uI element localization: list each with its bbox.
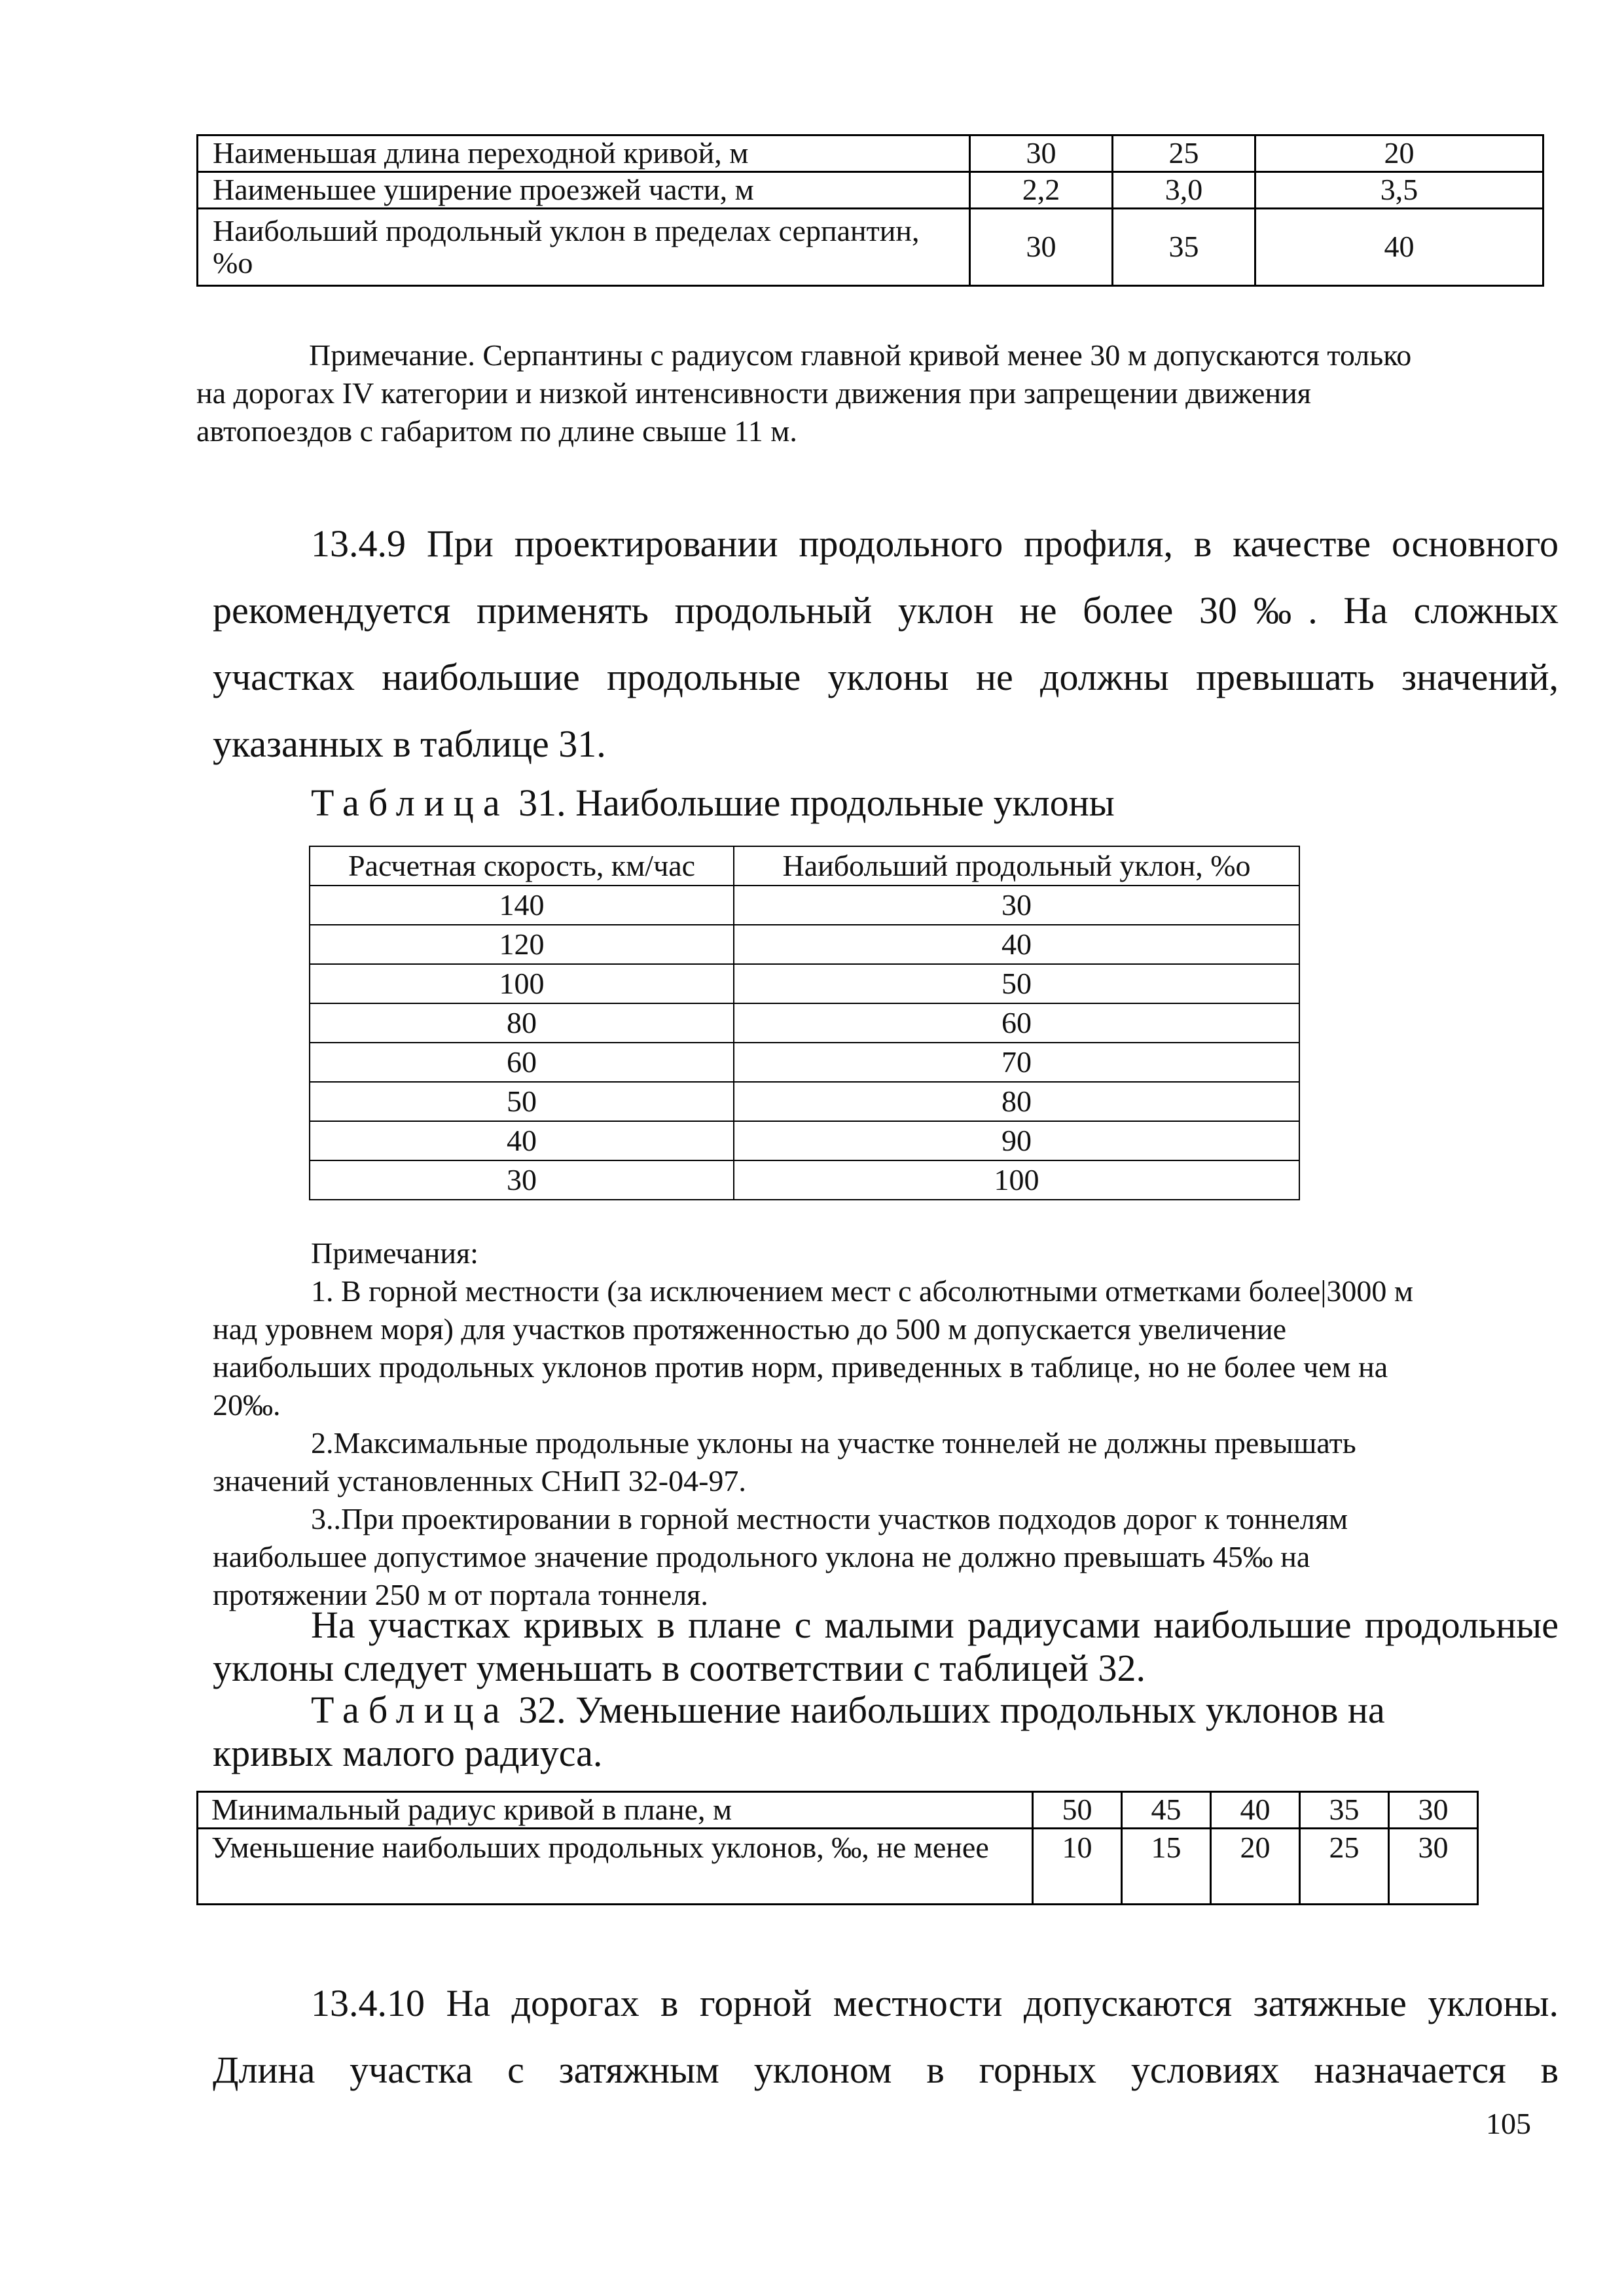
note-line: протяжении 250 м от портала тоннеля. <box>213 1578 708 1611</box>
paragraph-line: 13.4.9 При проектировании продольного профиля, в качестве основного <box>311 522 1559 565</box>
grade-cell: 50 <box>734 964 1299 1003</box>
paragraph-curves <box>213 1604 1559 1690</box>
speed-cell: 80 <box>310 1003 734 1043</box>
table-31-notes <box>213 1234 1522 1614</box>
grade-cell: 40 <box>734 925 1299 964</box>
note-line: 3..При проектировании в горной местности участков подходов дорог к тоннелям <box>311 1502 1348 1535</box>
table-row <box>310 1043 1299 1082</box>
cell-value: 3,5 <box>1255 172 1543 209</box>
reduction-cell: 15 <box>1122 1829 1211 1905</box>
table-row <box>310 1003 1299 1043</box>
cell-value: 30 <box>970 209 1113 286</box>
cell-value: 2,2 <box>970 172 1113 209</box>
paragraph-line: рекомендуется применять продольный уклон не более 30‰. На сложных <box>213 589 1559 632</box>
note-line: над уровнем моря) для участков протяженностью до 500 м допускается увеличение <box>213 1312 1287 1346</box>
table-row <box>310 964 1299 1003</box>
speed-cell: 100 <box>310 964 734 1003</box>
table-31-caption <box>311 780 1115 826</box>
note-line: Примечание. Серпантины с радиусом главной кривой менее 30 м допускаются только <box>309 338 1412 372</box>
paragraph-line: 13.4.10 На дорогах в горной местности допускаются затяжные уклоны. <box>311 1982 1559 2024</box>
row-label: Наименьшая длина переходной кривой, м <box>198 135 970 172</box>
column-header: Наибольший продольный уклон, %о <box>734 846 1299 886</box>
caption-text: 31. Наибольшие продольные уклоны <box>509 781 1115 824</box>
cell-value: 25 <box>1113 135 1255 172</box>
speed-cell: 140 <box>310 886 734 925</box>
reduction-cell: 30 <box>1389 1829 1478 1905</box>
radius-cell: 35 <box>1300 1792 1389 1829</box>
note-line: автопоездов с габаритом по длине свыше 11 м. <box>196 414 797 448</box>
serpentine-parameters-table <box>196 134 1544 287</box>
cell-value: 40 <box>1255 209 1543 286</box>
table-row <box>198 209 1543 286</box>
table-row <box>310 1160 1299 1200</box>
radius-cell: 40 <box>1211 1792 1300 1829</box>
table-row <box>198 135 1543 172</box>
caption-text: кривых малого радиуса. <box>213 1732 603 1774</box>
speed-cell: 120 <box>310 925 734 964</box>
notes-title: Примечания: <box>311 1236 478 1270</box>
serpentine-note <box>196 336 1542 450</box>
row-label: Наименьшее уширение проезжей части, м <box>198 172 970 209</box>
cell-value: 20 <box>1255 135 1543 172</box>
row-label: Минимальный радиус кривой в плане, м <box>198 1792 1033 1829</box>
table-31-max-grades <box>309 846 1300 1200</box>
row-label: Наибольший продольный уклон в пределах серпантин, %о <box>198 209 970 286</box>
caption-word: Таблица <box>311 781 509 824</box>
paragraph-line: Длина участка с затяжным уклоном в горных условиях назначается в <box>213 2049 1559 2091</box>
note-line: значений установленных СНиП 32-04-97. <box>213 1464 746 1498</box>
paragraph-13-4-9 <box>213 511 1559 778</box>
note-line: на дорогах IV категории и низкой интенсивности движения при запрещении движения <box>196 376 1311 410</box>
paragraph-line: участках наибольшие продольные уклоны не должны превышать значений, <box>213 656 1559 698</box>
grade-cell: 90 <box>734 1121 1299 1160</box>
grade-cell: 80 <box>734 1082 1299 1121</box>
cell-value: 35 <box>1113 209 1255 286</box>
cell-value: 30 <box>970 135 1113 172</box>
note-line: 2.Максимальные продольные уклоны на участке тоннелей не должны превышать <box>311 1426 1356 1460</box>
cell-value: 3,0 <box>1113 172 1255 209</box>
table-row <box>310 925 1299 964</box>
table-row <box>310 1121 1299 1160</box>
paragraph-line: указанных в таблице 31. <box>213 723 606 765</box>
speed-cell: 30 <box>310 1160 734 1200</box>
column-header: Расчетная скорость, км/час <box>310 846 734 886</box>
note-line: наибольшее допустимое значение продольного уклона не должно превышать 45‰ на <box>213 1540 1310 1573</box>
note-line: 20‰. <box>213 1388 281 1422</box>
note-line: 1. В горной местности (за исключением мест с абсолютными отметками более|3000 м <box>311 1274 1414 1308</box>
table-row <box>198 1829 1478 1905</box>
grade-cell: 100 <box>734 1160 1299 1200</box>
radius-cell: 50 <box>1033 1792 1122 1829</box>
table-row <box>310 886 1299 925</box>
paragraph-line: уклоны следует уменьшать в соответствии с таблицей 32. <box>213 1647 1146 1689</box>
table-32-grade-reduction <box>196 1791 1479 1905</box>
speed-cell: 60 <box>310 1043 734 1082</box>
speed-cell: 40 <box>310 1121 734 1160</box>
page-number: 105 <box>1486 2107 1531 2140</box>
grade-cell: 60 <box>734 1003 1299 1043</box>
grade-cell: 30 <box>734 886 1299 925</box>
radius-cell: 30 <box>1389 1792 1478 1829</box>
caption-word: Таблица <box>311 1689 509 1731</box>
note-line: наибольших продольных уклонов против норм, приведенных в таблице, но не более чем на <box>213 1350 1388 1384</box>
grade-cell: 70 <box>734 1043 1299 1082</box>
table-32-caption <box>213 1689 1385 1775</box>
caption-text: 32. Уменьшение наибольших продольных уклонов на <box>509 1689 1385 1731</box>
table-header-row <box>310 846 1299 886</box>
row-label: Уменьшение наибольших продольных уклонов, ‰, не менее <box>198 1829 1033 1905</box>
reduction-cell: 10 <box>1033 1829 1122 1905</box>
paragraph-line: На участках кривых в плане с малыми радиусами наибольшие продольные <box>311 1604 1559 1646</box>
table-row <box>198 172 1543 209</box>
table-row <box>310 1082 1299 1121</box>
table-row <box>198 1792 1478 1829</box>
radius-cell: 45 <box>1122 1792 1211 1829</box>
reduction-cell: 25 <box>1300 1829 1389 1905</box>
reduction-cell: 20 <box>1211 1829 1300 1905</box>
speed-cell: 50 <box>310 1082 734 1121</box>
paragraph-13-4-10 <box>213 1970 1559 2104</box>
